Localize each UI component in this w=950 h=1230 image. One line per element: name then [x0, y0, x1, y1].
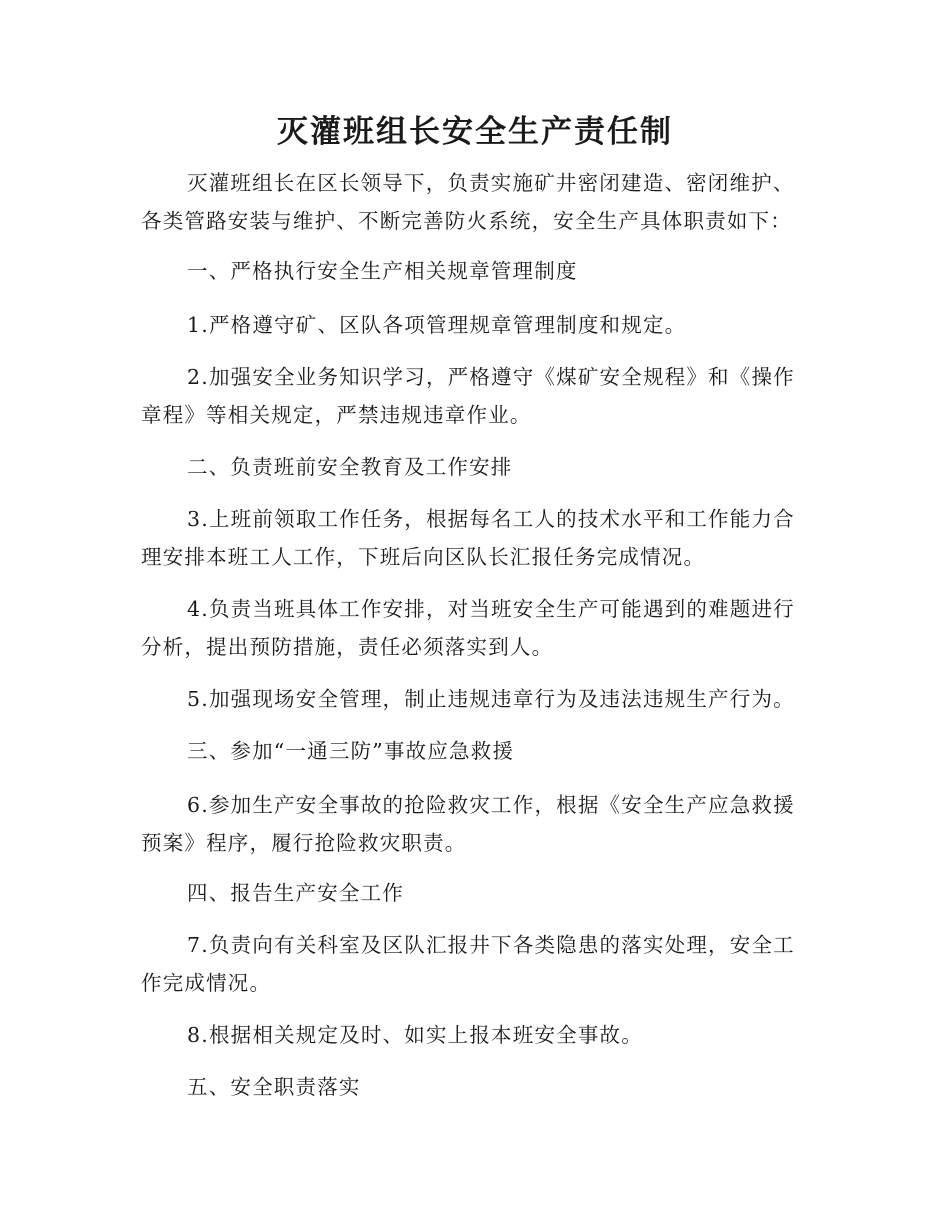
document-title: 灭灌班组长安全生产责任制	[277, 114, 673, 150]
clause-4: 4.负责当班具体工作安排，对当班安全生产可能遇到的难题进行分析，提出预防措施，责任必须落实到人。	[141, 597, 795, 659]
intro-paragraph: 灭灌班组长在区长领导下，负责实施矿井密闭建造、密闭维护、各类管路安装与维护、不断完善防火系统，安全生产具体职责如下：	[141, 171, 795, 233]
clause-2: 2.加强安全业务知识学习，严格遵守《煤矿安全规程》和《操作章程》等相关规定，严禁违规违章作业。	[141, 365, 795, 427]
section-heading-3: 三、参加“一通三防”事故应急救援	[187, 739, 515, 763]
section-heading-2: 二、负责班前安全教育及工作安排	[187, 455, 513, 479]
clause-6: 6.参加生产安全事故的抢险救灾工作，根据《安全生产应急救援预案》程序，履行抢险救灾职责。	[141, 793, 795, 855]
clause-5: 5.加强现场安全管理，制止违规违章行为及违法违规生产行为。	[187, 687, 795, 711]
section-heading-4: 四、报告生产安全工作	[187, 881, 404, 905]
clause-7: 7.负责向有关科室及区队汇报井下各类隐患的落实处理，安全工作完成情况。	[141, 933, 795, 995]
section-heading-1: 一、严格执行安全生产相关规章管理制度	[187, 259, 578, 283]
section-heading-5: 五、安全职责落实	[187, 1075, 361, 1099]
clause-1: 1.严格遵守矿、区队各项管理规章管理制度和规定。	[187, 313, 687, 337]
clause-8: 8.根据相关规定及时、如实上报本班安全事故。	[187, 1023, 643, 1047]
clause-3: 3.上班前领取工作任务，根据每名工人的技术水平和工作能力合理安排本班工人工作，下班后向区队长汇报任务完成情况。	[141, 507, 795, 569]
